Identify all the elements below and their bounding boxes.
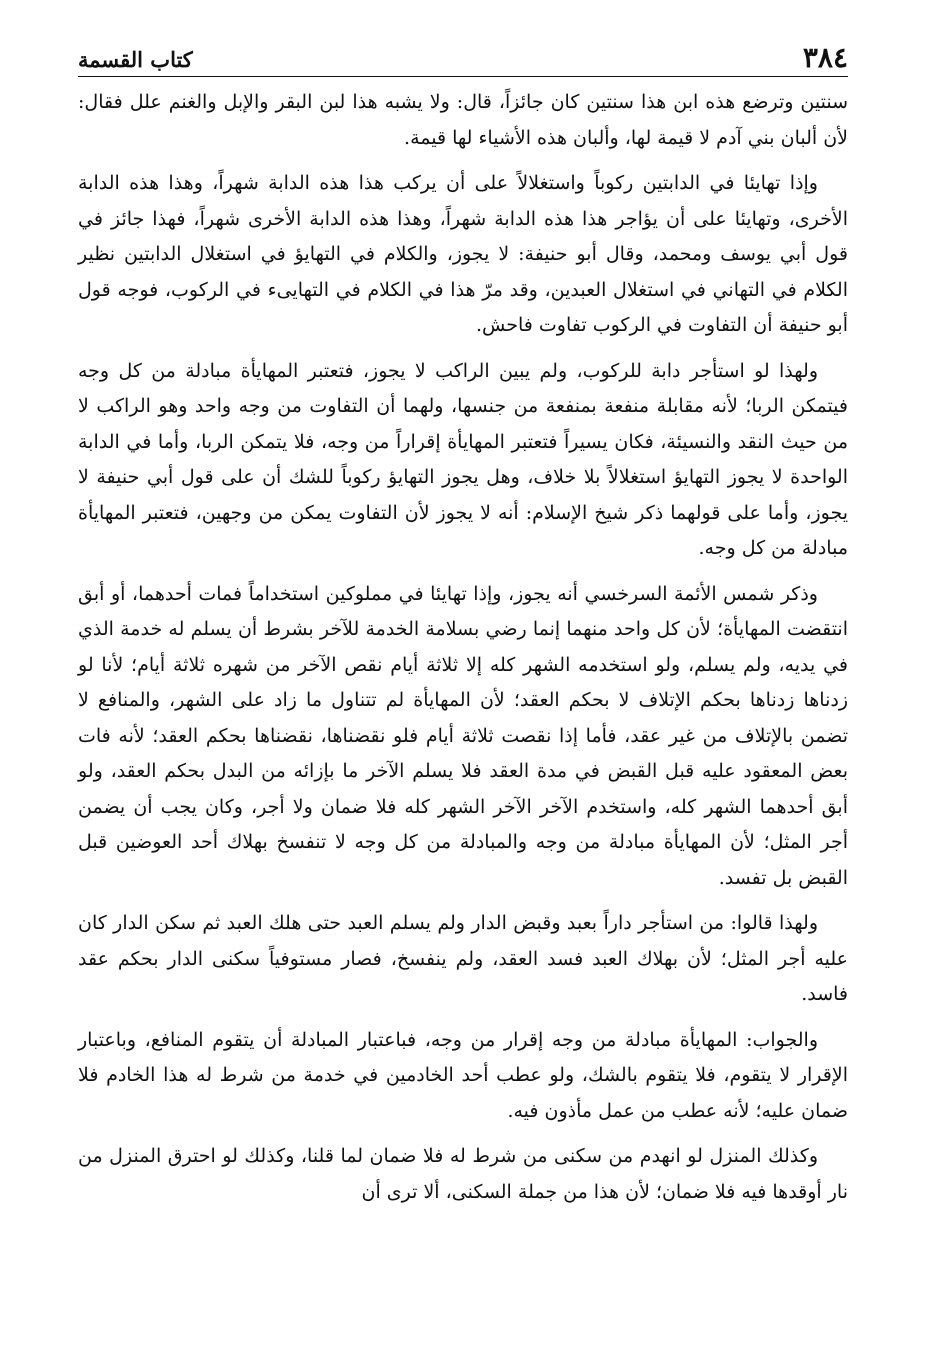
paragraph: وكذلك المنزل لو انهدم من سكنى من شرط له فلا ضمان لما قلنا، وكذلك لو احترق المنزل من نار أوقدها فيه فلا ضمان؛ لأن هذا من جملة السكنى، ألا ترى أن [78,1145,848,1203]
page-header [78,28,848,77]
paragraph: والجواب: المهايأة مبادلة من وجه إقرار من وجه، فباعتبار المبادلة أن يتقوم المنافع، وباعتبار الإقرار لا يتقوم، فلا يتقوم بالشك، ولو عطب أحد الخادمين في خدمة من شرط له هذا الخادم فلا ضمان عليه؛ لأنه عطب من عمل مأذون فيه. [78,1028,848,1122]
paragraph: وذكر شمس الأئمة السرخسي أنه يجوز، وإذا تهايئا في مملوكين استخداماً فمات أحدهما، أو أبق انتقضت المهايأة؛ لأن كل واحد منهما إنما رضي بسلامة الخدمة للآخر بشرط أن يسلم له خدمة الذي في يديه، ولم يسلم، ولو استخدمه الشهر كله إلا ثلاثة أيام نقص الآخر من شهره ثلاثة أيام؛ لأنا لو زدناها زدناها بحكم الإتلاف لا بحكم العقد؛ لأن المهايأة لم تتناول ما زاد على الشهر، والمنافع لا تضمن بالإتلاف من غير عقد، فأما إذا نقصت ثلاثة أيام فلو نقضناها، نقضناها بحكم العقد؛ لأنه فات بعض المعقود عليه قبل القبض في مدة العقد فلا يسلم الآخر ما بإزائه من البدل بحكم العقد، ولو أبق أحدهما الشهر كله، واستخدم الآخر الآخر الشهر كله فلا ضمان ولا أجر، وكان يجب أن يضمن أجر المثل؛ لأن المهايأة مبادلة من وجه والمبادلة من كل وجه لا تنفسخ بهلاك أحد العوضين قبل القبض بل تفسد. [78,582,848,889]
paragraph: وإذا تهايئا في الدابتين ركوباً واستغلالاً على أن يركب هذا هذه الدابة شهراً، وهذا هذه الدابة الأخرى، وتهايئا على أن يؤاجر هذا هذه الدابة شهراً، وهذا هذه الدابة الأخرى شهراً، فهذا جائز في قول أبي يوسف ومحمد، وقال أبو حنيفة: لا يجوز، والكلام في التهايؤ في استغلال الدابتين نظير الكلام في التهاني في استغلال العبدين، وقد مرّ هذا في الكلام في التهايىء في الركوب، فوجه قول أبو حنيفة أن التفاوت في الركوب تفاوت فاحش. [78,172,848,336]
running-title: كتاب القسمة [78,47,193,72]
paragraph: ولهذا قالوا: من استأجر داراً بعبد وقبض الدار ولم يسلم العبد حتى هلك العبد ثم سكن الدار كان عليه أجر المثل؛ لأن بهلاك العبد فسد العقد، ولم ينفسخ، فصار مستوفياً سكنى الدار بحكم عقد فاسد. [78,912,848,1005]
page-number: ٣٨٤ [802,41,848,74]
paragraph: سنتين وترضع هذه ابن هذا سنتين كان جائزاً، قال: ولا يشبه هذا لبن البقر والإبل والغنم علل فقال: لأن ألبان بني آدم لا قيمة لها، وألبان هذه الأشياء لها قيمة. [78,91,848,149]
book-page [78,28,848,1220]
paragraph: ولهذا لو استأجر دابة للركوب، ولم يبين الراكب لا يجوز، فتعتبر المهايأة مبادلة من كل وجه فيتمكن الربا؛ لأنه مقابلة منفعة بمنفعة من جنسها، ولهما أن التفاوت من وجه واحد وهو الراكب لا من حيث النقد والنسيئة، فكان يسيراً فتعتبر المهايأة إقراراً من وجه، فلا يتمكن الربا، وأما في الدابة الواحدة لا يجوز التهايؤ استغلالاً بلا خلاف، وهل يجوز التهايؤ ركوباً للشك أن على قول أبي حنيفة لا يجوز، وأما على قولهما ذكر شيخ الإسلام: أنه لا يجوز لأن التفاوت يمكن من وجهين، فتعتبر المهايأة مبادلة من كل وجه. [78,359,848,559]
page-body [78,85,848,1210]
